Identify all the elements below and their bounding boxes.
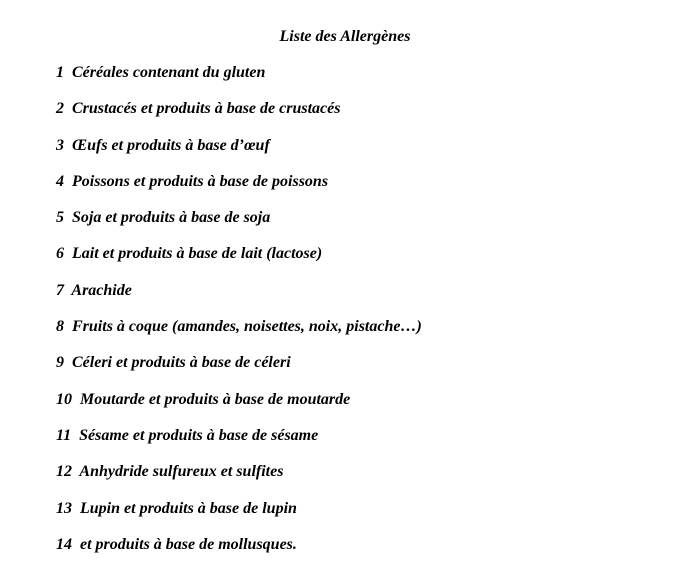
list-item bbox=[56, 462, 422, 498]
item-text: Poissons et produits à base de poissons bbox=[72, 172, 329, 190]
list-item bbox=[56, 281, 422, 317]
list-item bbox=[56, 99, 422, 135]
item-number: 7 bbox=[56, 281, 64, 299]
list-item bbox=[56, 390, 422, 426]
item-text: Anhydride sulfureux et sulfites bbox=[79, 463, 284, 481]
list-item bbox=[56, 172, 422, 208]
item-number: 1 bbox=[56, 64, 64, 81]
item-number: 10 bbox=[56, 390, 72, 408]
item-number: 6 bbox=[56, 245, 64, 263]
list-item bbox=[56, 426, 422, 462]
allergen-list bbox=[56, 63, 422, 571]
list-item bbox=[56, 208, 422, 244]
item-text: Crustacés et produits à base de crustacés bbox=[72, 100, 341, 118]
item-text: Lait et produits à base de lait (lactose) bbox=[72, 245, 323, 263]
item-number: 8 bbox=[56, 318, 64, 336]
document-title: Liste des Allergènes bbox=[279, 28, 411, 45]
list-item bbox=[56, 353, 422, 389]
item-number: 9 bbox=[56, 354, 64, 372]
item-text: Moutarde et produits à base de moutarde bbox=[80, 390, 351, 408]
item-text: Soja et produits à base de soja bbox=[72, 209, 271, 227]
item-number: 3 bbox=[56, 136, 64, 154]
item-number: 13 bbox=[56, 499, 72, 517]
item-text: Céleri et produits à base de céleri bbox=[72, 354, 291, 372]
item-number: 12 bbox=[56, 463, 72, 481]
item-text: Arachide bbox=[71, 281, 132, 299]
list-item bbox=[56, 499, 422, 535]
item-number: 5 bbox=[56, 209, 64, 227]
list-item bbox=[56, 63, 422, 99]
list-item bbox=[56, 535, 422, 571]
list-item bbox=[56, 136, 422, 172]
item-text: Sésame et produits à base de sésame bbox=[79, 426, 319, 444]
item-text: Fruits à coque (amandes, noisettes, noix, pistache…) bbox=[72, 318, 422, 336]
list-item bbox=[56, 317, 422, 353]
item-text: Céréales contenant du gluten bbox=[72, 64, 266, 81]
list-item bbox=[56, 244, 422, 280]
item-number: 14 bbox=[56, 535, 72, 553]
item-number: 11 bbox=[56, 426, 72, 444]
item-text: Œufs et produits à base d’œuf bbox=[72, 136, 270, 154]
item-number: 4 bbox=[56, 172, 64, 190]
item-text: et produits à base de mollusques. bbox=[80, 535, 297, 553]
item-number: 2 bbox=[56, 100, 64, 118]
item-text: Lupin et produits à base de lupin bbox=[80, 499, 297, 517]
